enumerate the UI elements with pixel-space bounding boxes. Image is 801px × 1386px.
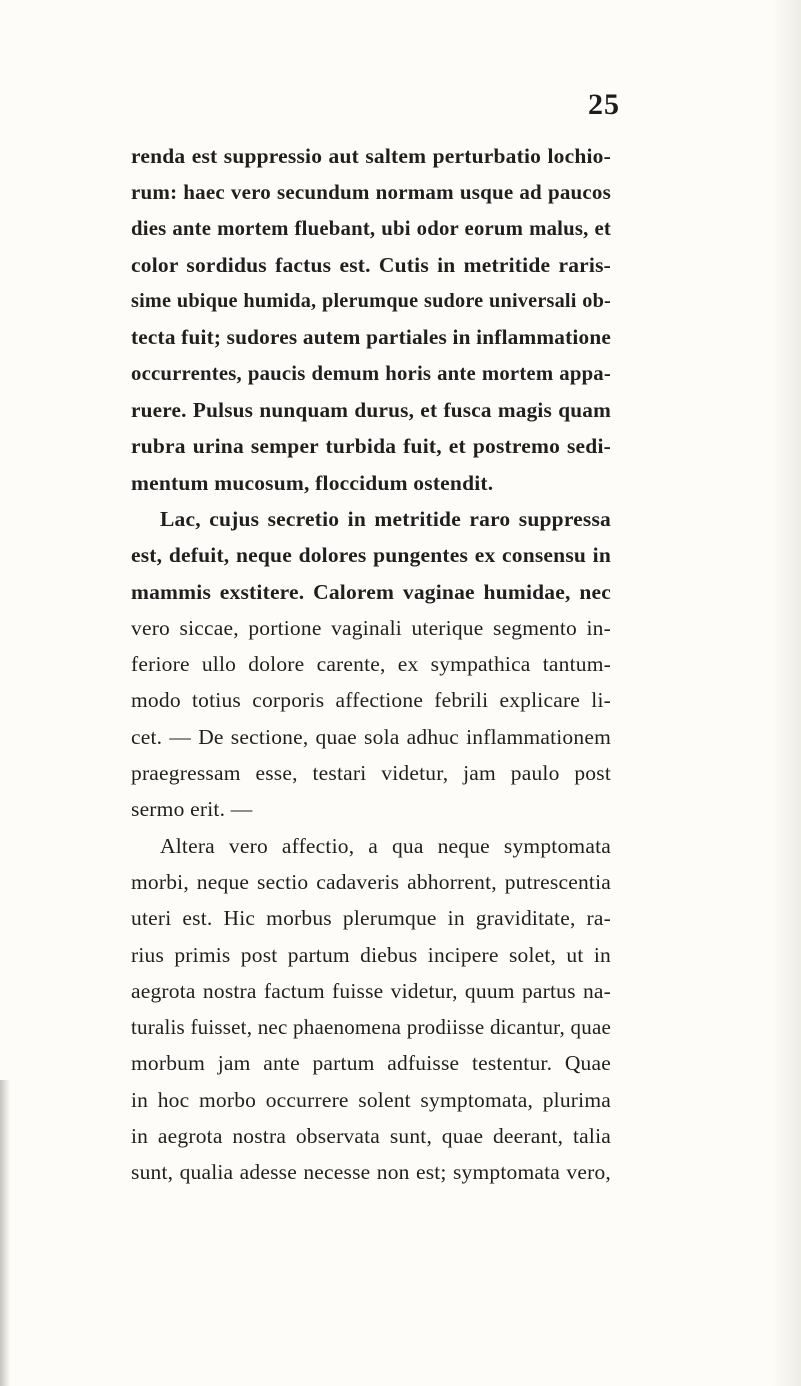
text-line: rum: haec vero secundum normam usque ad paucos xyxy=(131,180,611,205)
text-line: in aegrota nostra observata sunt, quae deerant, talia xyxy=(131,1124,611,1149)
text-line: rius primis post partum diebus incipere solet, ut in xyxy=(131,942,611,967)
text-line: sermo erit. — xyxy=(131,797,253,822)
body-text xyxy=(131,138,611,1191)
text-line: uteri est. Hic morbus plerumque in graviditate, ra- xyxy=(131,906,611,931)
text-line: occurrentes, paucis demum horis ante mortem appa- xyxy=(131,362,611,385)
text-line: modo totius corporis affectione febrili explicare li- xyxy=(131,688,611,713)
text-line: morbi, neque sectio cadaveris abhorrent, putrescentia xyxy=(131,869,611,894)
page-edge-shadow xyxy=(771,0,801,1386)
text-line: est, defuit, neque dolores pungentes ex consensu in xyxy=(131,543,611,568)
text-line: Altera vero affectio, a qua neque symptomata xyxy=(160,833,611,858)
binding-shadow xyxy=(0,1080,10,1386)
text-line: praegressam esse, testari videtur, jam paulo post xyxy=(131,761,611,786)
text-line: tecta fuit; sudores autem partiales in inflammatione xyxy=(131,325,611,350)
text-line: dies ante mortem fluebant, ubi odor eorum malus, et xyxy=(131,217,611,240)
text-line: mentum mucosum, floccidum ostendit. xyxy=(131,470,494,495)
page-number: 25 xyxy=(588,88,620,121)
text-line: turalis fuisset, nec phaenomena prodiisse dicantur, quae xyxy=(131,1015,611,1040)
text-line: rubra urina semper turbida fuit, et postremo sedi- xyxy=(131,434,611,459)
text-line: renda est suppressio aut saltem perturbatio lochio- xyxy=(131,144,611,168)
text-line: ruere. Pulsus nunquam durus, et fusca magis quam xyxy=(131,398,611,423)
text-line: cet. — De sectione, quae sola adhuc inflammationem xyxy=(131,724,611,749)
text-line: mammis exstitere. Calorem vaginae humidae, nec xyxy=(131,579,611,604)
text-line: sunt, qualia adesse necesse non est; symptomata vero, xyxy=(131,1160,611,1185)
text-line: color sordidus factus est. Cutis in metritide raris- xyxy=(131,252,611,277)
text-line: in hoc morbo occurrere solent symptomata, plurima xyxy=(131,1087,611,1112)
text-line: morbum jam ante partum adfuisse testentur. Quae xyxy=(131,1051,611,1076)
text-line: aegrota nostra factum fuisse videtur, quum partus na- xyxy=(131,978,611,1003)
text-line: sime ubique humida, plerumque sudore universali ob- xyxy=(131,290,611,313)
text-line: feriore ullo dolore carente, ex sympathica tantum- xyxy=(131,652,611,677)
text-line: vero siccae, portione vaginali uterique segmento in- xyxy=(131,615,611,640)
text-line: Lac, cujus secretio in metritide raro suppressa xyxy=(160,506,611,531)
